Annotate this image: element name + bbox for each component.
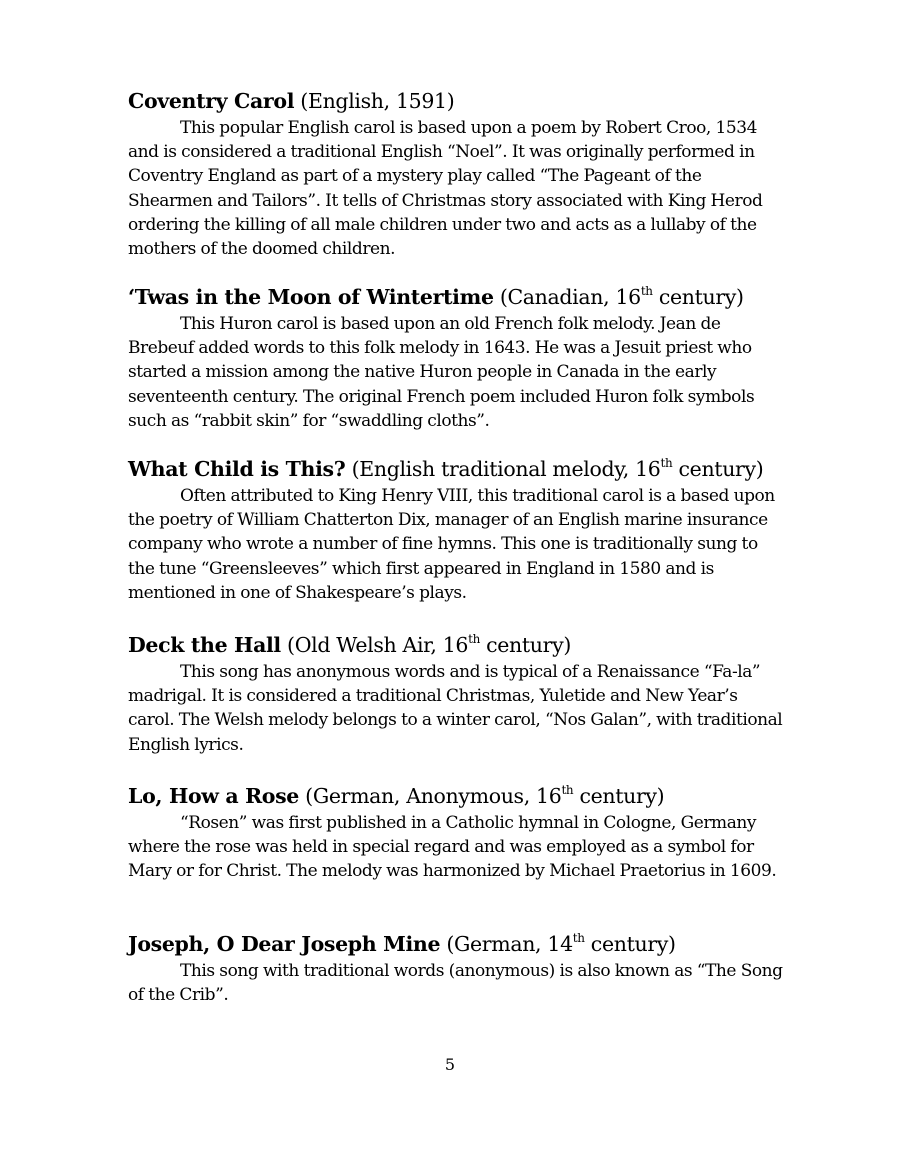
carol-title: What Child is This?: [128, 457, 346, 481]
carol-title: Joseph, O Dear Joseph Mine: [128, 932, 441, 956]
page-number: 5: [444, 1055, 456, 1074]
carol-origin-text: (Old Welsh Air, 16: [280, 633, 469, 657]
ordinal-suffix: th: [572, 931, 585, 946]
section-twas-in-the-moon: [128, 282, 788, 433]
ordinal-suffix: th: [561, 783, 574, 798]
carol-description: This song has anonymous words and is typical of a Renaissance “Fa-la” madrigal. It is considered a traditional Christmas, Yuletide and New Year’s carol. The Welsh melody belongs to a winter carol, “Nos Galan”, with traditional English lyrics.: [128, 662, 783, 755]
carol-origin-end: century): [672, 457, 764, 481]
carol-origin-text: (English traditional melody, 16: [345, 457, 661, 481]
carol-origin-text: (German, Anonymous, 16: [299, 784, 562, 808]
carol-origin-end: century): [652, 285, 744, 309]
carol-origin: [299, 784, 664, 808]
carol-origin: [281, 633, 571, 657]
carol-description: This Huron carol is based upon an old French folk melody. Jean de Brebeuf added words to this folk melody in 1643. He was a Jesuit priest who started a mission among the native Huron people in Canada in the early seventeenth century. The original French poem included Huron folk symbols such as “rabbit skin” for “swaddling cloths”.: [128, 314, 755, 431]
section-heading: [128, 454, 788, 484]
carol-description: “Rosen” was first published in a Catholic hymnal in Cologne, Germany where the rose was held in special regard and was employed as a symbol for Mary or for Christ. The melody was harmonized by Michael Praetorius in 1609.: [128, 813, 777, 882]
ordinal-suffix: th: [640, 284, 653, 299]
section-lo-how-a-rose: [128, 781, 788, 884]
ordinal-suffix: th: [660, 456, 673, 471]
carol-origin-end: century): [584, 932, 676, 956]
carol-origin: (English, 1591): [294, 89, 455, 113]
carol-origin: [345, 457, 763, 481]
carol-origin-end: century): [479, 633, 571, 657]
section-what-child-is-this: [128, 454, 788, 605]
carol-title: Lo, How a Rose: [128, 784, 300, 808]
carol-origin-text: (German, 14: [440, 932, 573, 956]
ordinal-suffix: th: [468, 632, 480, 647]
carol-origin: [440, 932, 675, 956]
section-heading: [128, 929, 788, 959]
carol-origin-text: (Canadian, 16: [493, 285, 641, 309]
carol-origin: [494, 285, 744, 309]
section-joseph-o-dear-joseph-mine: [128, 929, 788, 1007]
carol-title: ‘Twas in the Moon of Wintertime: [128, 285, 494, 309]
carol-description: This song with traditional words (anonymous) is also known as “The Song of the Crib”.: [128, 961, 783, 1006]
section-deck-the-hall: [128, 630, 788, 757]
carol-title: Coventry Carol: [128, 89, 295, 113]
section-heading: [128, 282, 788, 312]
carol-title: Deck the Hall: [128, 633, 281, 657]
carol-description: This popular English carol is based upon a poem by Robert Croo, 1534 and is considered a traditional English “Noel”. It was originally performed in Coventry England as part of a mystery play called “The Pageant of the Shearmen and Tailors”. It tells of Christmas story associated with King Herod ordering the killing of all male children under two and acts as a lullaby of the mothers of the doomed children.: [128, 118, 763, 260]
section-heading: [128, 630, 788, 660]
carol-description: Often attributed to King Henry VIII, this traditional carol is a based upon the poetry of William Chatterton Dix, manager of an English marine insurance company who wrote a number of fine hymns. This one is traditionally sung to the tune “Greensleeves” which first appeared in England in 1580 and is mentioned in one of Shakespeare’s plays.: [128, 486, 775, 603]
section-heading: [128, 781, 788, 811]
section-coventry-carol: [128, 86, 788, 261]
section-heading: [128, 86, 788, 116]
carol-origin-end: century): [573, 784, 665, 808]
